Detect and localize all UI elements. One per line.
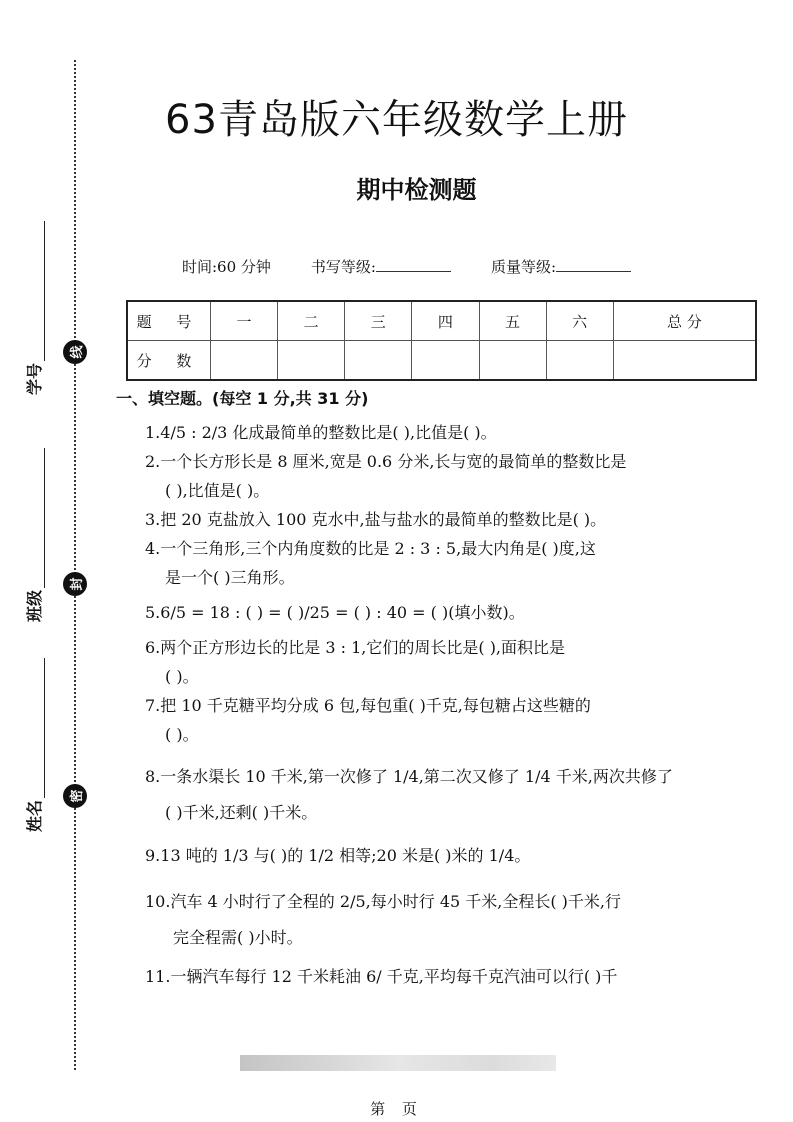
score-table-header-row: 题 号 一 二 三 四 五 六 总 分 <box>127 301 756 341</box>
score-cell[interactable] <box>613 341 756 381</box>
score-cell[interactable] <box>412 341 479 381</box>
question-1: 1.4/5 : 2/3 化成最简单的整数比是( ),比值是( )。 <box>145 423 497 442</box>
question-4: 4.一个三角形,三个内角度数的比是 2 : 3 : 5,最大内角是( )度,这 是一个( )三角形。 <box>145 539 596 587</box>
section-heading: 一、填空题。(每空 1 分,共 31 分) <box>116 389 369 408</box>
score-cell[interactable] <box>479 341 546 381</box>
question-10: 10.汽车 4 小时行了全程的 2/5,每小时行 45 千米,全程长( )千米,行 完全程需( )小时。 <box>145 892 622 947</box>
score-table-score-row: 分 数 <box>127 341 756 381</box>
page-subtitle: 期中检测题 <box>356 176 477 204</box>
seal-mi-icon: 密 <box>63 784 87 808</box>
question-5: 5.6/5 = 18 : ( ) = ( )/25 = ( ) : 40 = ( )(填小数)。 <box>145 603 525 622</box>
question-3: 3.把 20 克盐放入 100 克水中,盐与盐水的最简单的整数比是( )。 <box>145 510 607 529</box>
question-9: 9.13 吨的 1/3 与( )的 1/2 相等;20 米是( )米的 1/4。 <box>145 846 531 865</box>
question-list <box>145 418 770 991</box>
name-field[interactable]: 姓名 <box>22 658 45 832</box>
question-7: 7.把 10 千克糖平均分成 6 包,每包重( )千克,每包糖占这些糖的 ( )。 <box>145 696 591 744</box>
seal-feng-icon: 封 <box>63 572 87 596</box>
time-label: 时间:60 分钟 <box>182 258 271 276</box>
question-2: 2.一个长方形长是 8 厘米,宽是 0.6 分米,长与宽的最简单的整数比是 ( ),比值是( )。 <box>145 452 627 500</box>
score-cell[interactable] <box>278 341 345 381</box>
student-id-field[interactable]: 学号 <box>22 221 45 395</box>
question-11: 11.一辆汽车每行 12 千米耗油 6/ 千克,平均每千克汽油可以行( )千 <box>145 967 618 986</box>
question-8: 8.一条水渠长 10 千米,第一次修了 1/4,第二次又修了 1/4 千米,两次共修了 ( )千米,还剩( )千米。 <box>145 767 673 822</box>
question-6: 6.两个正方形边长的比是 3 : 1,它们的周长比是( ),面积比是 ( )。 <box>145 638 566 686</box>
score-cell[interactable] <box>345 341 412 381</box>
page-number-footer: 第 页 <box>370 1100 423 1118</box>
score-cell[interactable] <box>211 341 278 381</box>
seal-xian-icon: 线 <box>63 340 87 364</box>
blurred-watermark <box>240 1055 556 1071</box>
score-table <box>126 300 757 381</box>
score-cell[interactable] <box>546 341 613 381</box>
quality-grade[interactable]: 质量等级: <box>491 256 631 277</box>
exam-meta <box>182 256 631 277</box>
page-title: 63青岛版六年级数学上册 <box>165 97 628 143</box>
writing-grade[interactable]: 书写等级: <box>311 256 451 277</box>
binding-dotted-line <box>74 60 76 1070</box>
class-field[interactable]: 班级 <box>22 448 45 622</box>
